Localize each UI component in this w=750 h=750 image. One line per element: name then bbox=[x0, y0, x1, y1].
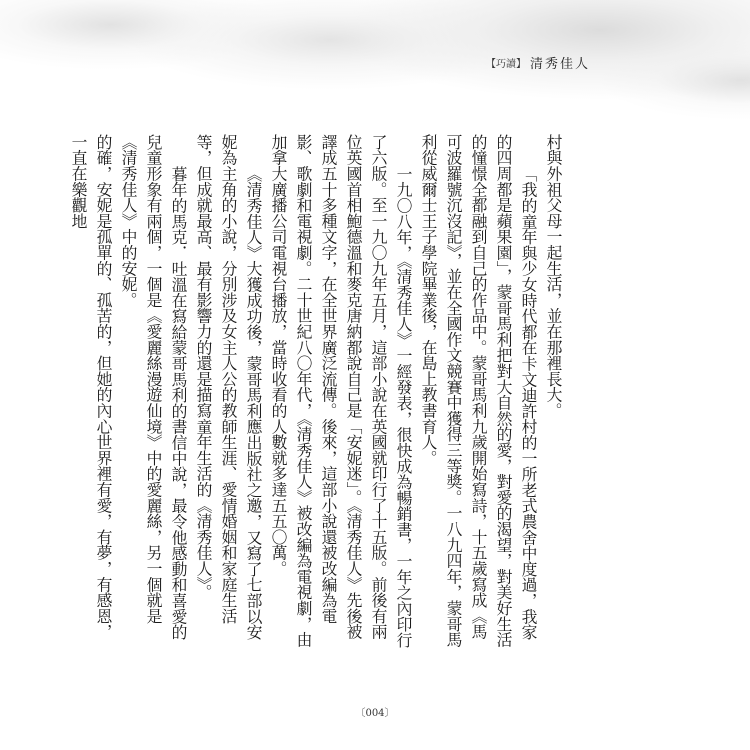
paragraph-1: 村與外祖父母一起生活，並在那裡長大。 bbox=[544, 134, 563, 419]
page-number: 〔004〕 bbox=[355, 708, 395, 719]
vertical-body-text bbox=[69, 134, 566, 654]
header-book-title: 清秀佳人 bbox=[529, 57, 590, 72]
paragraph-3: 一九〇八年，《清秀佳人》一經發表，很快成為暢銷書，一年之內印行了六版。至一九〇九年五月，這部小說在英國就印行了十五版。前後有兩位英國首相鮑德溫和麥克唐納都說自己是「安妮迷」。《清秀佳人》先後被譯成五十多種文字，在全世界廣泛流傳。後來，這部小說還被改編為電影、歌劇和電視劇。二十世紀八〇年代，《清秀佳人》被改編為電視劇，由加拿大廣播公司電視台播放，當時收看的人數就多達五五〇萬。 bbox=[269, 134, 413, 648]
paragraph-6: 的確，安妮是孤單的、孤苦的，但她的內心世界裡有愛，有夢，有感恩，一直在樂觀地 bbox=[69, 134, 113, 640]
paragraph-2: 「我的童年與少女時代都在卡文迪許村的一所老式農舍中度過，我家的四周都是蘋果園」，蒙哥馬利把對大自然的愛，對愛的渴望，對美好生活的憧憬全都融到自己的作品中。蒙哥馬利九歲開始寫詩，十五歲寫成《馬可波羅號沉沒記》，並在全國作文競賽中獲得三等獎。一八九四年，蒙哥馬利從威爾士王子學院畢業後，在島上教書育人。 bbox=[419, 134, 538, 648]
paragraph-5: 暮年的馬克．吐溫在寫給蒙哥馬利的書信中說，最令他感動和喜愛的兒童形象有兩個，一個是《愛麗絲漫遊仙境》中的愛麗絲，另一個就是《清秀佳人》中的安妮。 bbox=[119, 134, 188, 640]
running-header bbox=[486, 53, 590, 72]
header-tag: 【巧讀】 bbox=[485, 59, 526, 70]
paragraph-4: 《清秀佳人》大獲成功後，蒙哥馬利應出版社之邀，又寫了七部以安妮為主角的小說，分別涉及女主人公的教師生涯、愛情婚姻和家庭生活等，但成就最高、最有影響力的還是描寫童年生活的《清秀佳人》。 bbox=[194, 134, 263, 640]
